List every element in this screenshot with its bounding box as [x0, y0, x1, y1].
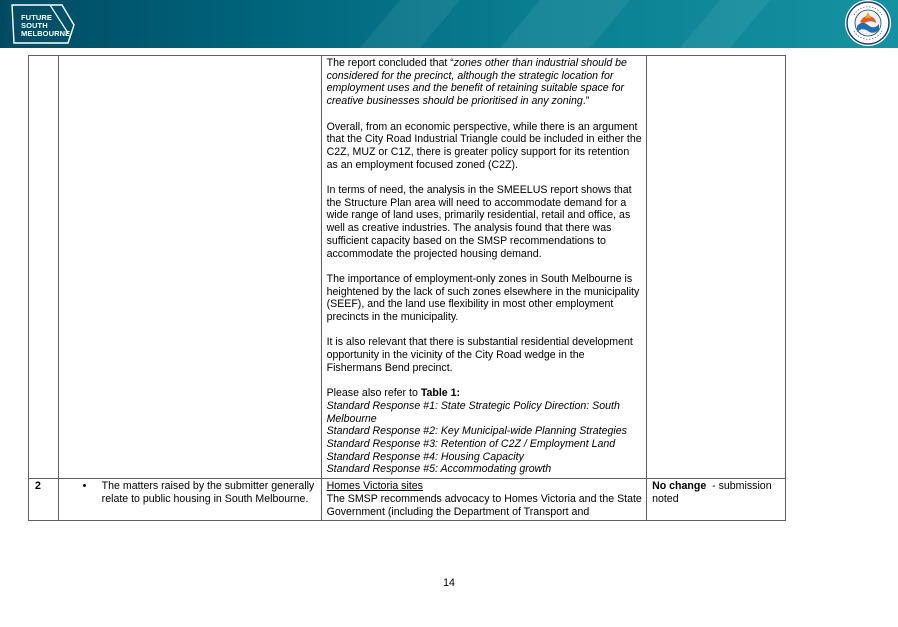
quote-prefix: The report concluded that “: [326, 57, 454, 69]
submission-response-table: [28, 55, 786, 521]
banner-stripe: [680, 0, 770, 48]
refer-prefix: Please also refer to: [326, 387, 421, 400]
submission-summary-cell: [58, 479, 321, 521]
refer-paragraph: [327, 387, 642, 476]
response-text: The SMSP recommends advocacy to Homes Victoria and the State Government (including the Department of Transport and: [326, 492, 642, 518]
future-south-melbourne-logo: [10, 3, 80, 45]
city-of-port-phillip-seal: [845, 0, 891, 46]
row-number-cell: [29, 56, 59, 479]
standard-response-ref: Standard Response #5: Accommodating growth: [326, 463, 552, 476]
outcome-label: No change: [652, 480, 707, 493]
outcome-cell: [647, 479, 786, 521]
seal-icon: [845, 0, 891, 46]
bullet-list-item: [64, 480, 317, 505]
standard-response-ref: Standard Response #2: Key Municipal-wide Planning Strategies: [326, 425, 627, 438]
response-paragraph: The importance of employment-only zones in South Melbourne is heightened by the lack of such zones elsewhere in the municipality (SEEF), and the land use flexibility in most other employment precincts in the municipality.: [326, 272, 640, 324]
officer-response-cell: [321, 56, 646, 479]
outcome-cell: [647, 56, 786, 479]
bullet-icon: •: [82, 480, 87, 493]
header-banner: [0, 0, 898, 48]
standard-response-ref: Standard Response #1: State Strategic Policy Direction: South Melbourne: [326, 399, 620, 425]
outcome-note: - submission noted: [652, 480, 775, 505]
banner-stripe: [500, 0, 630, 48]
response-paragraph: It is also relevant that there is substantial residential development opportunity in the vicinity of the City Road wedge in the Fishermans Bend precinct.: [326, 336, 633, 374]
submission-summary-cell: [58, 56, 321, 479]
bullet-text: The matters raised by the submitter generally relate to public housing in South Melbourne.: [101, 480, 315, 505]
quote-suffix: .”: [582, 95, 590, 108]
standard-response-ref: Standard Response #4: Housing Capacity: [326, 450, 524, 463]
banner-stripe: [360, 0, 460, 48]
response-paragraph: Overall, from an economic perspective, while there is an argument that the City Road Industrial Triangle could be included in either the C2Z, MUZ or C1Z, there is greater policy support for its retention as an employment focused zoned (C2Z).: [326, 120, 642, 171]
officer-response-cell: [321, 479, 646, 521]
page-number: 14: [443, 577, 455, 589]
quote-italic: zones other than industrial should be considered for the precinct, although the strategic location for employment uses and the benefit of retaining suitable space for creative businesses should be prioritised in any zoning: [326, 57, 627, 108]
response-heading: Homes Victoria sites: [326, 480, 423, 493]
table-row: [29, 56, 786, 479]
response-paragraph: [327, 57, 642, 108]
refer-table-label: Table 1:: [420, 387, 461, 400]
row-number-cell: 2: [29, 479, 59, 521]
response-paragraph: In terms of need, the analysis in the SMEELUS report shows that the Structure Plan area will need to accommodate demand for a wide range of land uses, primarily residential, retail and office, as well as creative industries. The analysis found that there was sufficient capacity based on the SMSP recommendations to accommodate the projected housing demand.: [326, 184, 632, 260]
standard-response-ref: Standard Response #3: Retention of C2Z / Employment Land: [326, 438, 616, 451]
table-row: [29, 479, 786, 521]
logo-text: FUTURE SOUTH MELBOURNE: [21, 13, 71, 38]
